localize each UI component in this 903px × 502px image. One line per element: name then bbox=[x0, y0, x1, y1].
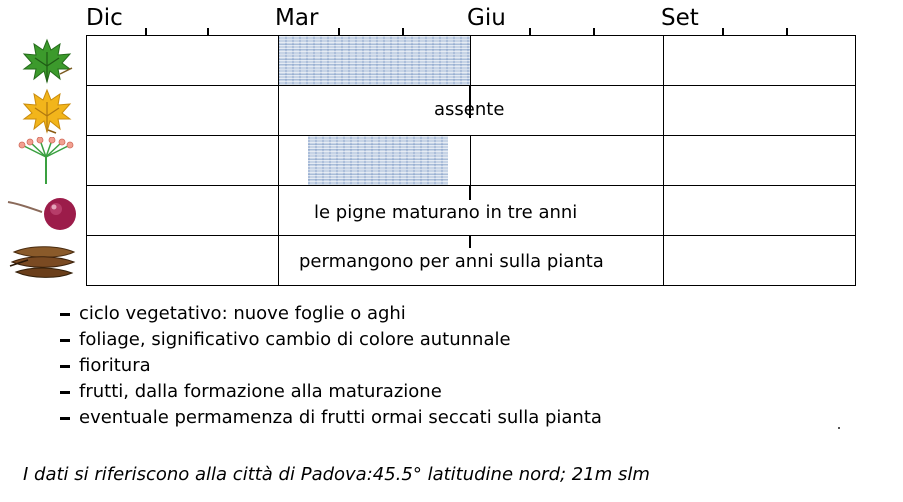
month-tick bbox=[338, 28, 340, 35]
grid-line bbox=[470, 135, 471, 185]
grid-line bbox=[855, 35, 856, 286]
grid-line bbox=[86, 135, 856, 136]
month-tick bbox=[529, 28, 531, 35]
period-bar-fioritura bbox=[308, 136, 448, 185]
dash-icon bbox=[60, 313, 70, 316]
location-note: I dati si riferiscono alla città di Padova:45.5° latitudine nord; 21m slm bbox=[23, 464, 650, 485]
period-bar-ciclo-vegetativo bbox=[278, 36, 470, 85]
month-label-dic: Dic bbox=[86, 5, 123, 31]
legend-item-label: eventuale permamenza di frutti ormai seccati sulla pianta bbox=[79, 407, 602, 428]
june-marker bbox=[469, 236, 471, 248]
speck bbox=[838, 427, 840, 429]
yellow-leaf-icon bbox=[20, 88, 74, 134]
month-tick bbox=[207, 28, 209, 35]
month-label-set: Set bbox=[661, 5, 699, 31]
legend-item-label: foliage, significativo cambio di colore autunnale bbox=[79, 329, 511, 350]
cell-text-frutti: le pigne maturano in tre anni bbox=[314, 202, 578, 223]
legend-item-label: ciclo vegetativo: nuove foglie o aghi bbox=[79, 303, 406, 324]
dash-icon bbox=[60, 365, 70, 368]
month-tick bbox=[402, 28, 404, 35]
grid-line bbox=[86, 35, 856, 36]
dash-icon bbox=[60, 417, 70, 420]
grid-line bbox=[86, 285, 856, 286]
grid-line bbox=[663, 35, 664, 286]
legend-item-label: frutti, dalla formazione alla maturazione bbox=[79, 381, 442, 402]
grid-line bbox=[470, 35, 471, 85]
month-tick bbox=[722, 28, 724, 35]
legend-item bbox=[58, 355, 151, 377]
grid-line bbox=[86, 185, 856, 186]
grid-line bbox=[86, 85, 856, 86]
grid-line bbox=[86, 35, 87, 286]
legend-item bbox=[58, 381, 442, 403]
cell-text-foliage: assente bbox=[434, 99, 505, 120]
month-label-mar: Mar bbox=[275, 5, 319, 31]
legend-item-label: fioritura bbox=[79, 355, 151, 376]
cell-text-frutti-secchi: permangono per anni sulla pianta bbox=[299, 251, 604, 272]
grid-line bbox=[278, 35, 279, 286]
month-tick bbox=[145, 28, 147, 35]
flower-umbel-icon bbox=[18, 137, 74, 185]
dash-icon bbox=[60, 339, 70, 342]
month-tick bbox=[593, 28, 595, 35]
legend-item bbox=[58, 303, 406, 325]
dried-pod-icon bbox=[8, 242, 78, 282]
month-label-giu: Giu bbox=[467, 5, 506, 31]
month-tick bbox=[786, 28, 788, 35]
green-leaf-icon bbox=[20, 38, 74, 84]
dash-icon bbox=[60, 391, 70, 394]
legend-item bbox=[58, 407, 602, 429]
red-fruit-icon bbox=[6, 190, 78, 234]
grid-line bbox=[86, 235, 856, 236]
june-marker bbox=[469, 186, 471, 200]
legend-item bbox=[58, 329, 511, 351]
